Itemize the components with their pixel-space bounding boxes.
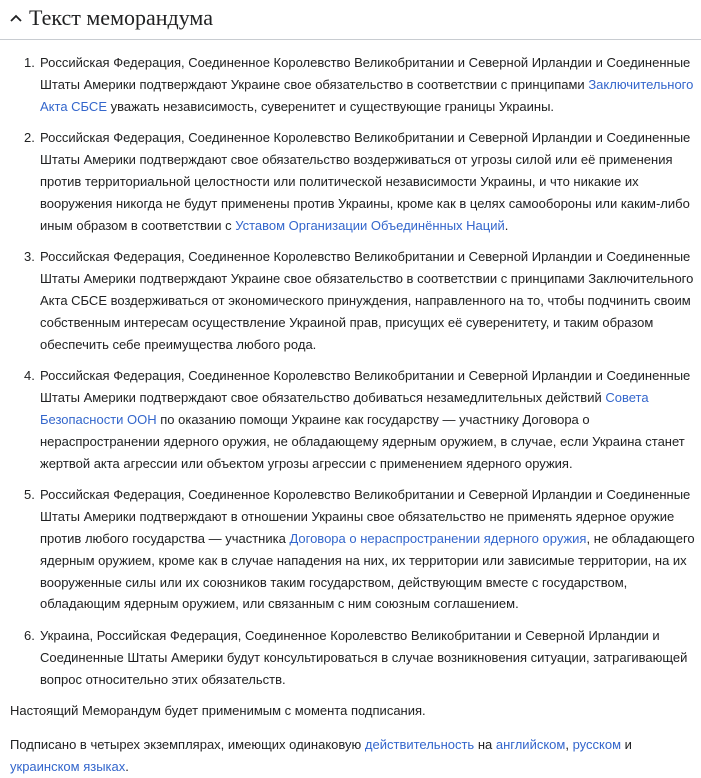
clause-line: вопрос относительно этих обязательств. (40, 671, 286, 687)
clause-4 (40, 365, 701, 474)
clause-line: Штаты Америки подтверждают свое обязательство воздерживаться от угрозы силой или её применения (40, 152, 673, 168)
clause-line: Российская Федерация, Соединенное Королевство Великобритании и Северной Ирландии и Соединенные (40, 368, 691, 384)
un-charter-link[interactable]: Уставом Организации Объединённых Наций (235, 217, 505, 233)
clause-text: , не обладающего (586, 530, 695, 546)
signed-text: на (474, 737, 496, 753)
clause-line: Российская Федерация, Соединенное Королевство Великобритании и Северной Ирландии и Соединенные (40, 130, 691, 146)
clause-line: нераспространении ядерного оружия, не обладающему ядерным оружием, в случае, если Украина станет (40, 433, 685, 449)
final-act-csce-link[interactable]: Заключительного (588, 76, 694, 92)
section-header (0, 0, 701, 40)
clause-line (40, 74, 701, 96)
clause-text: уважать независимость, суверенитет и существующие границы Украины. (107, 98, 555, 114)
clause-line: Штаты Америки подтверждают в отношении Украины свое обязательство не применять ядерное оружие (40, 509, 675, 525)
chevron-up-icon[interactable] (9, 13, 23, 23)
clause-line: Соединенные Штаты Америки будут консультироваться в случае возникновения ситуации, затрагивающей (40, 649, 688, 665)
npt-treaty-link[interactable]: Договора о нераспространении ядерного оружия (289, 530, 587, 546)
clause-text: . (504, 217, 509, 233)
final-act-csce-link-continued[interactable]: Акта СБСЕ (40, 98, 107, 114)
clause-line: обладающим ядерным оружием, или связанным с ним союзным соглашением. (40, 596, 519, 612)
clause-line (40, 96, 701, 118)
clause-line: жертвой акта агрессии или объектом угрозы агрессии с применением ядерного оружия. (40, 455, 573, 471)
effect-paragraph: Настоящий Меморандум будет применимым с момента подписания. (10, 702, 426, 718)
ukrainian-language-link[interactable]: украинском языках (10, 759, 126, 775)
clause-line: Штаты Америки подтверждают Украине свое обязательство в соответствии с принципами Заключительного (40, 271, 694, 287)
clause-line: Российская Федерация, Соединенное Королевство Великобритании и Северной Ирландии и Соединенные (40, 249, 691, 265)
signed-text: Подписано в четырех экземплярах, имеющих одинаковую (10, 737, 365, 753)
clause-line: вооружения никогда не будут применены против Украины, кроме как в целях самообороны или каким-либо (40, 195, 690, 211)
clause-3 (40, 246, 701, 355)
clause-line (40, 387, 701, 409)
clause-line: Российская Федерация, Соединенное Королевство Великобритании и Северной Ирландии и Соединенные (40, 55, 691, 70)
signed-paragraph (0, 734, 701, 778)
clause-line (40, 215, 701, 237)
english-language-link[interactable]: английском (495, 737, 566, 753)
clause-1 (40, 52, 701, 117)
un-security-council-link-continued[interactable]: Безопасности ООН (40, 411, 157, 427)
section-title: Текст меморандума (29, 5, 213, 30)
signed-text: . (125, 759, 129, 775)
memorandum-content (0, 52, 701, 778)
signed-text: , (565, 737, 573, 753)
clause-5 (40, 484, 701, 615)
clause-list (0, 52, 701, 691)
clause-line: ядерным оружием, кроме как в случае нападения на них, их территории или зависимые территории, на их (40, 552, 687, 568)
clause-2 (40, 127, 701, 236)
clause-text: против любого государства — участника (40, 530, 290, 546)
clause-line: вооруженные силы или их союзников таким государством, действующим вместе с государством, (40, 574, 628, 590)
un-security-council-link[interactable]: Совета (605, 390, 649, 406)
clause-6 (40, 625, 701, 690)
clause-line: Акта СБСЕ воздерживаться от экономического принуждения, направленного на то, чтобы подчинить своим (40, 292, 691, 308)
signed-text: и (621, 737, 632, 753)
clause-line (40, 409, 701, 431)
clause-text: по оказанию помощи Украине как государству — участнику Договора о (156, 411, 590, 427)
validity-link[interactable]: действительность (364, 737, 475, 753)
clause-line: Российская Федерация, Соединенное Королевство Великобритании и Северной Ирландии и Соединенные (40, 487, 691, 503)
clause-line (40, 528, 701, 550)
clause-text: Штаты Америки подтверждают Украине свое обязательство в соответствии с принципами (40, 76, 589, 92)
clause-line: против территориальной целостности или политической независимости Украины, и что никакие их (40, 173, 639, 189)
clause-text: Штаты Америки подтверждают свое обязательство добиваться незамедлительных действий (40, 390, 606, 406)
clause-text: иным образом в соответствии с (40, 217, 236, 233)
clause-line: обеспечить себе преимущества любого рода. (40, 336, 317, 352)
clause-line: Украина, Российская Федерация, Соединенное Королевство Великобритании и Северной Ирландии и (40, 628, 660, 644)
russian-language-link[interactable]: русском (572, 737, 622, 753)
clause-line: собственным интересам осуществление Украиной прав, присущих её суверенитету, и таким образом (40, 314, 654, 330)
